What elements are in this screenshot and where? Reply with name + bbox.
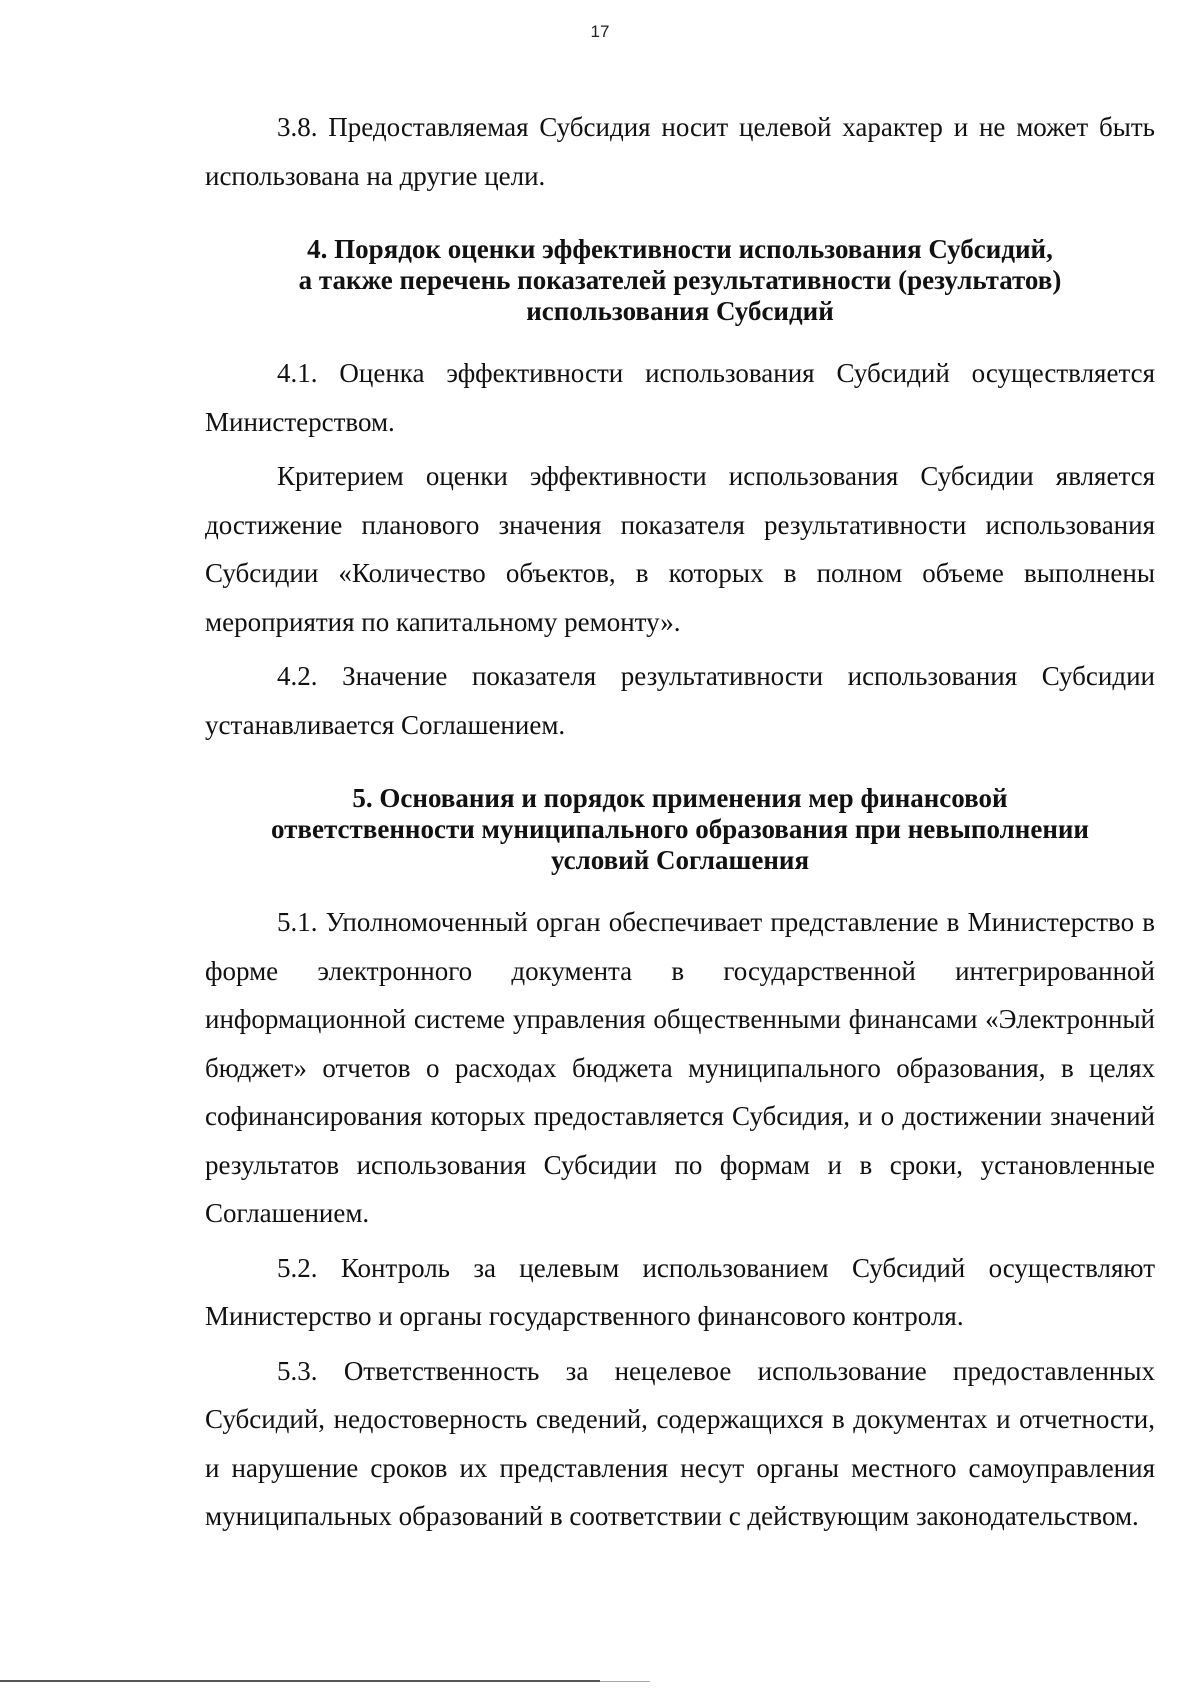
bottom-scan-edge-faint: [600, 1681, 650, 1682]
bottom-scan-edge: [0, 1680, 600, 1682]
paragraph-5-3: 5.3. Ответственность за нецелевое использование предоставленных Субсидий, недостоверность сведений, содержащихся в документах и отчетности, и нарушение сроков их представления несут органы местного самоуправления муниципальных образований в соответствии с действующим законодательством.: [205, 1355, 1155, 1531]
section-4-heading: [205, 234, 1155, 327]
paragraph-4-2: 4.2. Значение показателя результативности использования Субсидии устанавливается Соглашением.: [205, 661, 1155, 740]
section-4-heading-line-2: а также перечень показателей результативности (результатов): [298, 265, 1062, 295]
section-4-heading-line-3: использования Субсидий: [526, 296, 834, 326]
paragraph-5-1: 5.1. Уполномоченный орган обеспечивает представление в Министерство в форме электронного документа в государственной интегрированной информационной системе управления общественными финансами «Электронный бюджет» отчетов о расходах бюджета муниципального образования, в целях софинансирования которых предоставляется Субсидия, и о достижении значений результатов использования Субсидии по формам и в сроки, установленные Соглашением.: [205, 907, 1155, 1228]
paragraph-3-8: 3.8. Предоставляемая Субсидия носит целевой характер и не может быть использована на другие цели.: [205, 112, 1155, 191]
document-body: [205, 103, 1155, 1541]
paragraph-4-1-criterion: Критерием оценки эффективности использования Субсидии является достижение планового значения показателя результативности использования Субсидии «Количество объектов, в которых в полном объеме выполнены мероприятия по капитальному ремонту».: [205, 461, 1155, 637]
page-number: 17: [590, 22, 610, 41]
paragraph-4-1: 4.1. Оценка эффективности использования Субсидий осуществляется Министерством.: [205, 358, 1155, 437]
section-5-heading-line-1: 5. Основания и порядок применения мер финансовой: [352, 783, 1008, 813]
section-5-heading-line-3: условий Соглашения: [550, 845, 810, 875]
section-5-heading-line-2: ответственности муниципального образования при невыполнении: [270, 814, 1089, 844]
paragraph-5-2: 5.2. Контроль за целевым использованием Субсидий осуществляют Министерство и органы государственного финансового контроля.: [205, 1252, 1155, 1331]
section-4-heading-line-1: 4. Порядок оценки эффективности использования Субсидий,: [307, 234, 1053, 264]
section-5-heading: [205, 783, 1155, 876]
